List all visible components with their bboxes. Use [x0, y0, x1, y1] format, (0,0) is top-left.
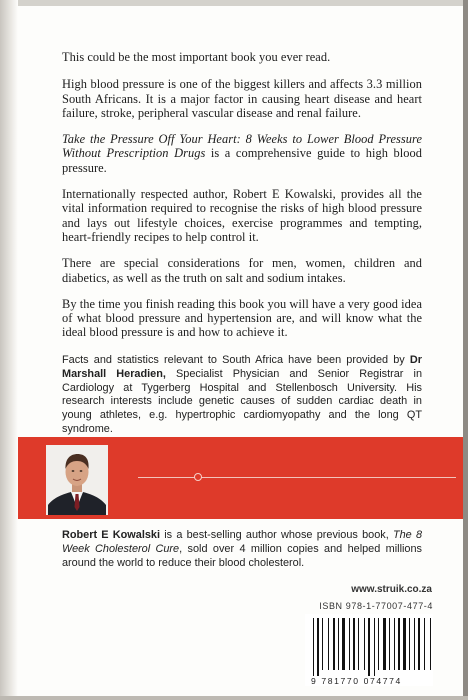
band-dot	[194, 473, 202, 481]
author-photo	[46, 445, 108, 515]
blurb-author-para: Internationally respected author, Robert E Kowalski, provides all the vital information required to recognise the risks of high blood pressure and lays out lifestyle choices, exercise programmes and tempting, heart-friendly recipes to help control it.	[62, 187, 422, 244]
blurb-special: There are special considerations for men, women, children and diabetics, as well as the truth on salt and sodium intakes.	[62, 256, 422, 285]
publisher-website[interactable]: www.struik.co.za	[351, 584, 432, 595]
facts-credit	[62, 354, 422, 437]
blurb-book-title-para	[62, 132, 422, 175]
author-portrait-icon	[46, 445, 108, 515]
scan-edge-top	[0, 0, 468, 6]
previous-book-title: The 8 Week Cholesterol Cure	[62, 529, 422, 555]
book-title-tail: is a comprehensive guide to high blood pressure.	[62, 146, 422, 175]
scan-edge-bottom	[0, 696, 468, 700]
author-bio-mid: is a best-selling author whose previous book,	[160, 529, 393, 541]
blurb-closing: By the time you finish reading this book you will have a very good idea of what blood pressure and hypertension are, and will know what the ideal blood pressure is and how to achieve it.	[62, 296, 422, 340]
blurb-lead: This could be the most important book you ever read.	[62, 50, 331, 64]
blurb-stats: High blood pressure is one of the biggest killers and affects 3.3 million South Africans. It is a major factor in causing heart disease and heart failure, stroke, peripheral vascular disease and renal failure.	[62, 77, 422, 120]
facts-doctor-name: Dr Marshall Heradien,	[62, 354, 422, 380]
barcode-icon	[305, 614, 433, 676]
isbn-number: ISBN 978-1-77007-477-4	[319, 601, 433, 611]
blurb	[62, 50, 422, 352]
book-title: Take the Pressure Off Your Heart: 8 Weeks to Lower Blood Pressure Without Prescription Drugs	[62, 132, 422, 161]
scan-edge-right	[463, 0, 468, 700]
author-bio	[62, 529, 422, 570]
facts-lead: Facts and statistics relevant to South Africa have been provided by	[62, 354, 410, 366]
author-name: Robert E Kowalski	[62, 529, 161, 541]
author-bio-tail: , sold over 4 million copies and helped millions around the world to reduce their blood cholesterol.	[62, 542, 422, 569]
band-rule	[138, 477, 456, 478]
barcode-digits: 9 781770 074774	[311, 676, 402, 686]
scan-edge-left	[0, 0, 18, 700]
facts-rest: Specialist Physician and Senior Registrar in Cardiology at Tygerberg Hospital and Stellenbosch University. His research interests include genetic causes of sudden cardiac death in young athletes, e.g. hypertrophic cardiomyopathy and the long QT syndrome.	[62, 367, 423, 435]
